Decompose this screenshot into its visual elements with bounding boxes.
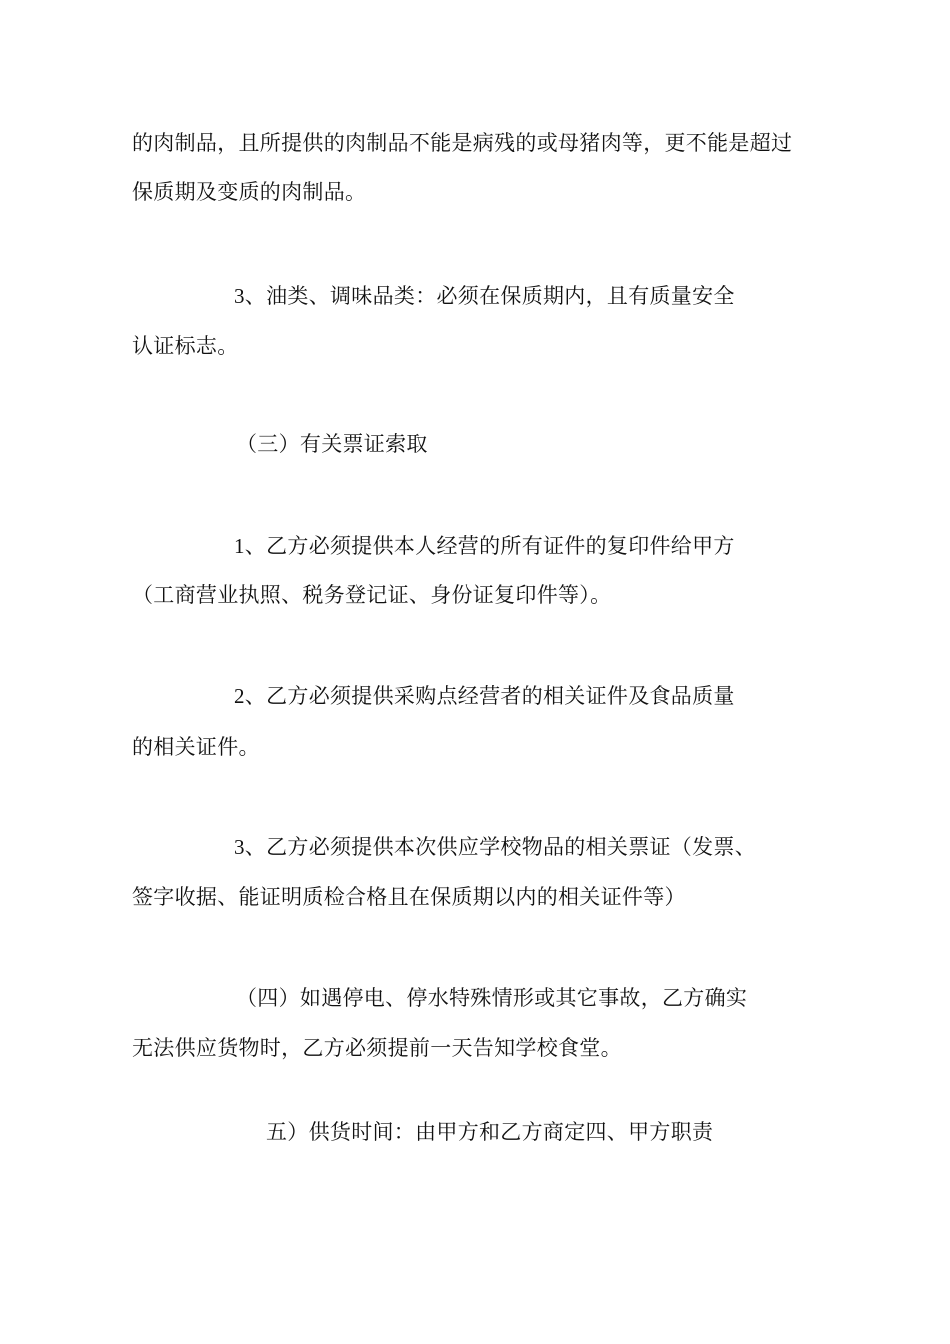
paragraph-line: （工商营业执照、税务登记证、身份证复印件等）。 — [132, 583, 612, 607]
section-heading: （三）有关票证索取 — [236, 432, 428, 456]
paragraph-line: 签字收据、能证明质检合格且在保质期以内的相关证件等） — [132, 885, 686, 909]
paragraph-line: 1、乙方必须提供本人经营的所有证件的复印件给甲方 — [234, 534, 735, 558]
paragraph-line: 3、乙方必须提供本次供应学校物品的相关票证（发票、 — [234, 835, 756, 859]
paragraph-line: 3、油类、调味品类：必须在保质期内，且有质量安全 — [234, 284, 735, 308]
paragraph-line: 无法供应货物时，乙方必须提前一天告知学校食堂。 — [132, 1036, 622, 1060]
paragraph-line: 认证标志。 — [132, 334, 239, 358]
paragraph-line: （四）如遇停电、停水特殊情形或其它事故，乙方确实 — [236, 986, 748, 1010]
paragraph-line: 的相关证件。 — [132, 735, 260, 759]
paragraph-line: 的肉制品，且所提供的肉制品不能是病残的或母猪肉等，更不能是超过 — [132, 131, 793, 155]
paragraph-line: 保质期及变质的肉制品。 — [132, 180, 367, 204]
section-heading: 五）供货时间：由甲方和乙方商定四、甲方职责 — [266, 1120, 714, 1144]
paragraph-line: 2、乙方必须提供采购点经营者的相关证件及食品质量 — [234, 684, 735, 708]
